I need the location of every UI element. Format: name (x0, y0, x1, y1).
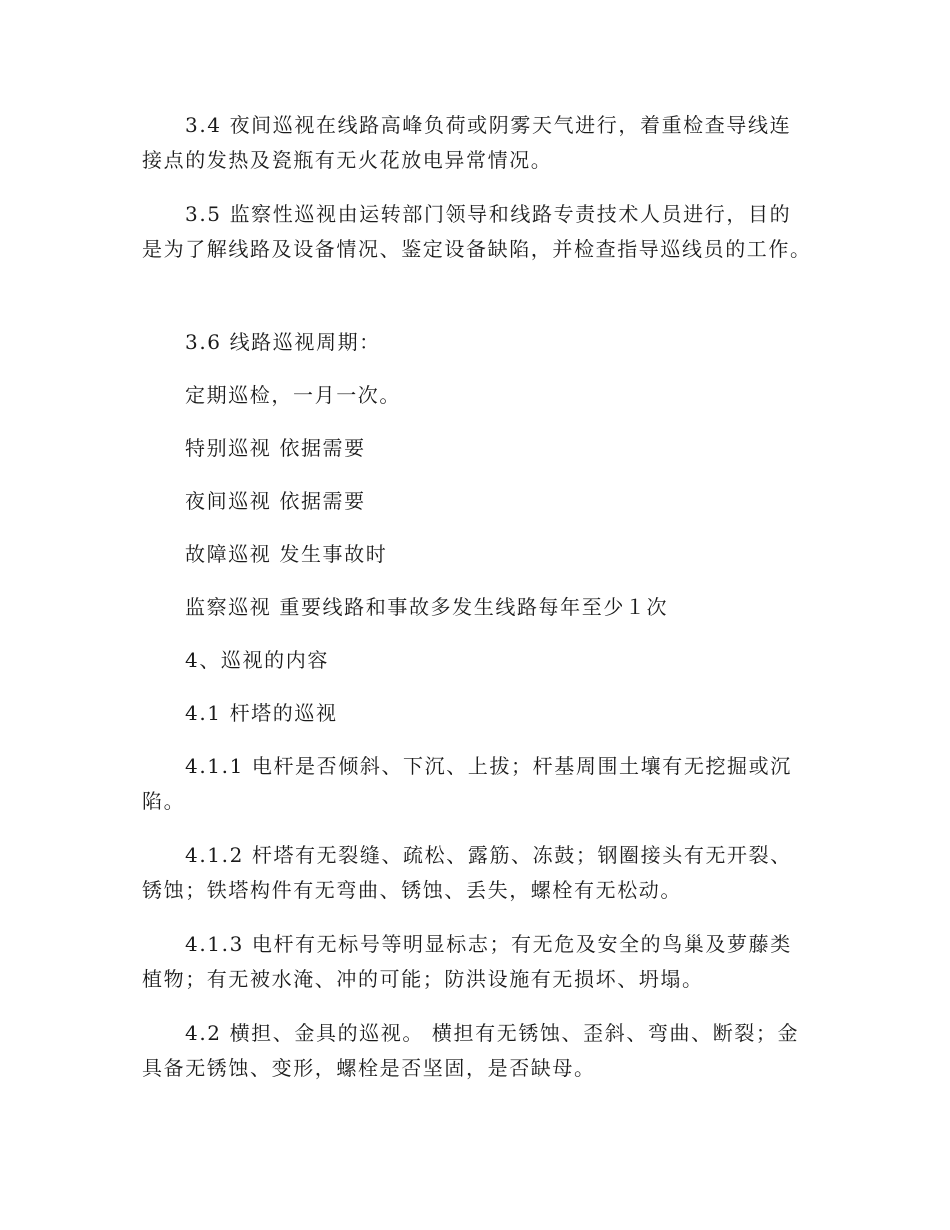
paragraph-3-6: 3.6 线路巡视周期： (185, 330, 381, 354)
schedule-night: 夜间巡视 依据需要 (185, 489, 366, 513)
schedule-supervisory: 监察巡视 重要线路和事故多发生线路每年至少１次 (185, 595, 669, 619)
paragraph-4-2: 4.2 横担、金具的巡视。 横担有无锈蚀、歪斜、弯曲、断裂；金具备无锈蚀、变形，螺栓是否坚固，是否缺母。 (142, 1021, 800, 1080)
section-heading-4-1: 4.1 杆塔的巡视 (185, 701, 338, 725)
paragraph-4-1-2: 4.1.2 杆塔有无裂缝、疏松、露筋、冻鼓；钢圈接头有无开裂、锈蚀；铁塔构件有无弯曲、锈蚀、丢失，螺栓有无松动。 (142, 843, 792, 902)
paragraph-4-1-1: 4.1.1 电杆是否倾斜、下沉、上拔；杆基周围土壤有无挖掘或沉陷。 (142, 754, 792, 813)
schedule-fault: 故障巡视 发生事故时 (185, 542, 388, 566)
paragraph-3-4: 3.4 夜间巡视在线路高峰负荷或阴雾天气进行，着重检查导线连接点的发热及瓷瓶有无火花放电异常情况。 (142, 113, 792, 172)
schedule-regular: 定期巡检，一月一次。 (185, 383, 401, 407)
paragraph-3-5: 3.5 监察性巡视由运转部门领导和线路专责技术人员进行，目的是为了解线路及设备情况、鉴定设备缺陷，并检查指导巡线员的工作。 (142, 202, 812, 261)
paragraph-4-1-3: 4.1.3 电杆有无标号等明显标志；有无危及安全的鸟巢及萝藤类植物；有无被水淹、冲的可能；防洪设施有无损坏、坍塌。 (142, 932, 792, 991)
schedule-special: 特别巡视 依据需要 (185, 436, 366, 460)
section-heading-4: 4、巡视的内容 (185, 648, 329, 672)
